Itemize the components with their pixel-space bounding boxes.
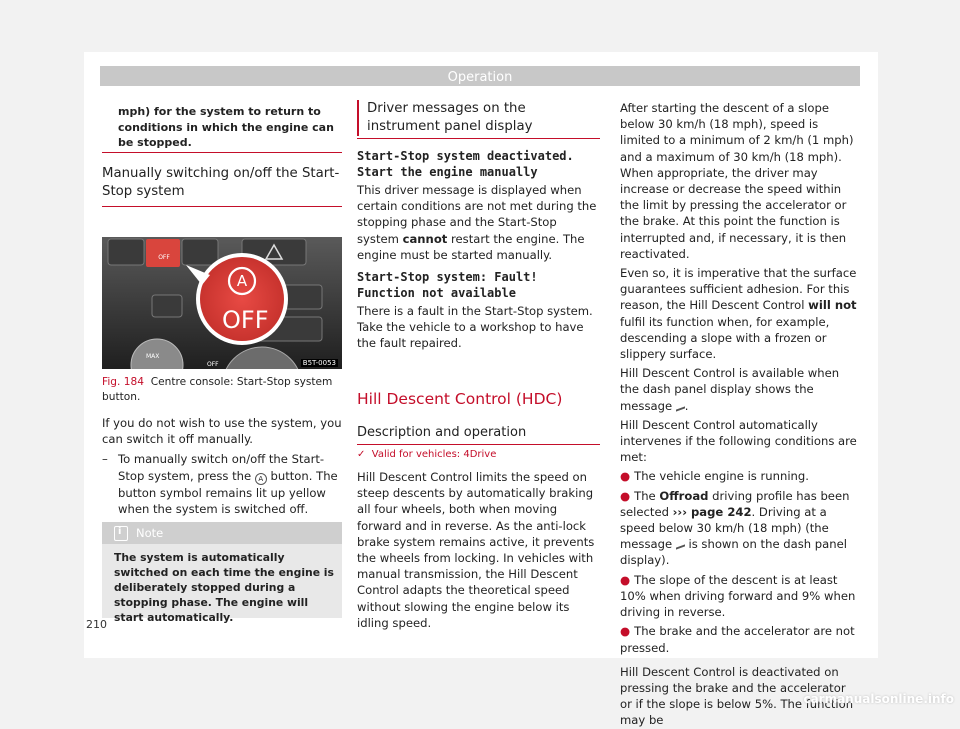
note-header (102, 522, 342, 544)
start-stop-icon: A (255, 473, 267, 485)
note-title: Note (136, 526, 164, 540)
bullet-icon: ● (620, 572, 631, 587)
figure-code: B5T-0053 (302, 359, 336, 367)
off-knob-label: OFF (207, 361, 219, 368)
figure-number: Fig. 184 (102, 376, 144, 388)
dash-marker: – (102, 452, 108, 467)
message-1-code: Start-Stop system deactivated. Start the engine manually (357, 149, 574, 179)
bullet-item: ● The vehicle engine is running. (620, 469, 809, 484)
caption-text: Centre console: Start-Stop system button. (102, 376, 333, 403)
note-box (102, 522, 342, 624)
svg-text:A: A (236, 272, 248, 290)
message-2-code: Start-Stop system: Fault! Function not available (357, 270, 538, 301)
paragraph: After starting the descent of a slope below 30 km/h (18 mph), speed is limited to a minimum of 2 km/h (1 mph) and a maximum of 30 km/h (18 mph). When appropriate, the driver may increase or decrease the speed within the limit by pressing the accelerator or the brake. At this point the function is interrupted and, if necessary, it is then reactivated. (620, 101, 854, 261)
hdc-symbol-icon (676, 398, 685, 411)
hdc-symbol-icon (676, 537, 685, 550)
console-illustration (102, 237, 342, 369)
bullet-icon: ● (620, 469, 631, 484)
figure-caption (102, 375, 342, 404)
max-knob-label: MAX (146, 353, 160, 360)
bullet-item: ● The slope of the descent is at least 10% when driving forward and 9% when driving in reverse. (620, 572, 856, 620)
section-header (100, 66, 860, 86)
off-label-small: OFF (158, 254, 170, 261)
check-icon: ✓ (357, 449, 366, 460)
manual-switch-heading: Manually switching on/off the Start-Stop system (102, 166, 340, 199)
driver-messages-heading: Driver messages on the instrument panel display (367, 101, 533, 134)
page-number: 210 (86, 618, 107, 631)
paragraph: Hill Descent Control automatically intervenes if the following conditions are met: (620, 417, 857, 465)
intro-text: mph) for the system to return to conditions in which the engine can be stopped. (118, 105, 334, 149)
bullet-icon: ● (620, 488, 631, 503)
off-label-large: OFF (222, 306, 269, 334)
hdc-subheading: Description and operation (357, 425, 527, 440)
validity-note: ✓ Valid for vehicles: 4Drive (357, 449, 497, 460)
paragraph: Hill Descent Control is available when the dash panel display shows the message . (620, 366, 840, 413)
col3-body (620, 100, 860, 729)
bullet-icon: ● (620, 624, 631, 639)
divider (357, 444, 600, 445)
hdc-heading: Hill Descent Control (HDC) (357, 390, 563, 408)
message-2-text: There is a fault in the Start-Stop system. Take the vehicle to a workshop to have the fault repaired. (357, 304, 593, 351)
body-paragraph: If you do not wish to use the system, you can switch it off manually. (102, 416, 342, 447)
bullet-item: ● The brake and the accelerator are not pressed. (620, 624, 855, 655)
info-icon (114, 526, 128, 541)
paragraph: Hill Descent Control is deactivated on pressing the brake and the accelerator or if the slope is below 5%. The function may be (620, 664, 854, 728)
divider (357, 138, 600, 139)
col2-body (357, 148, 600, 352)
hdc-body: Hill Descent Control limits the speed on steep descents by automatically braking all four wheels, both when moving forward and in reverse. As the anti-lock brake system remains active, it prevents the wheels from locking. In vehicles with manual transmission, the Hill Descent Control adapts the theoretical speed without slowing the engine below its idling speed. (357, 470, 595, 630)
note-body: The system is automatically switched on each time the engine is deliberately stopped during a stopping phase. The engine will start automatically. (114, 551, 334, 624)
message-1-text: This driver message is displayed when certain conditions are not met during the stopping phase and the Start-Stop system cannot restart the engine. The engine must be started manually. (357, 183, 597, 262)
paragraph: Even so, it is imperative that the surface guarantees sufficient adhesion. For this reason, the Hill Descent Control will not fulfil its function when, for example, descending a slope with a frozen or slippery surface. (620, 266, 857, 362)
col1-body (102, 415, 342, 517)
heading-bar (357, 100, 359, 136)
bullet-item: ● The Offroad driving profile has been selected ››› page 242. Driving at a speed below 30 km/h (18 mph) (the message is shown on the dash panel display). (620, 488, 850, 568)
step-item: – To manually switch on/off the Start-Stop system, press the A button. The button symbol remains lit up yellow when the system is switched off. (102, 452, 338, 516)
section-title: Operation (447, 70, 513, 85)
page-link[interactable]: ››› page 242 (672, 504, 752, 519)
figure-184 (102, 237, 342, 369)
divider (102, 206, 342, 207)
watermark: carmanualsonline.info (803, 692, 954, 706)
divider (102, 152, 342, 153)
